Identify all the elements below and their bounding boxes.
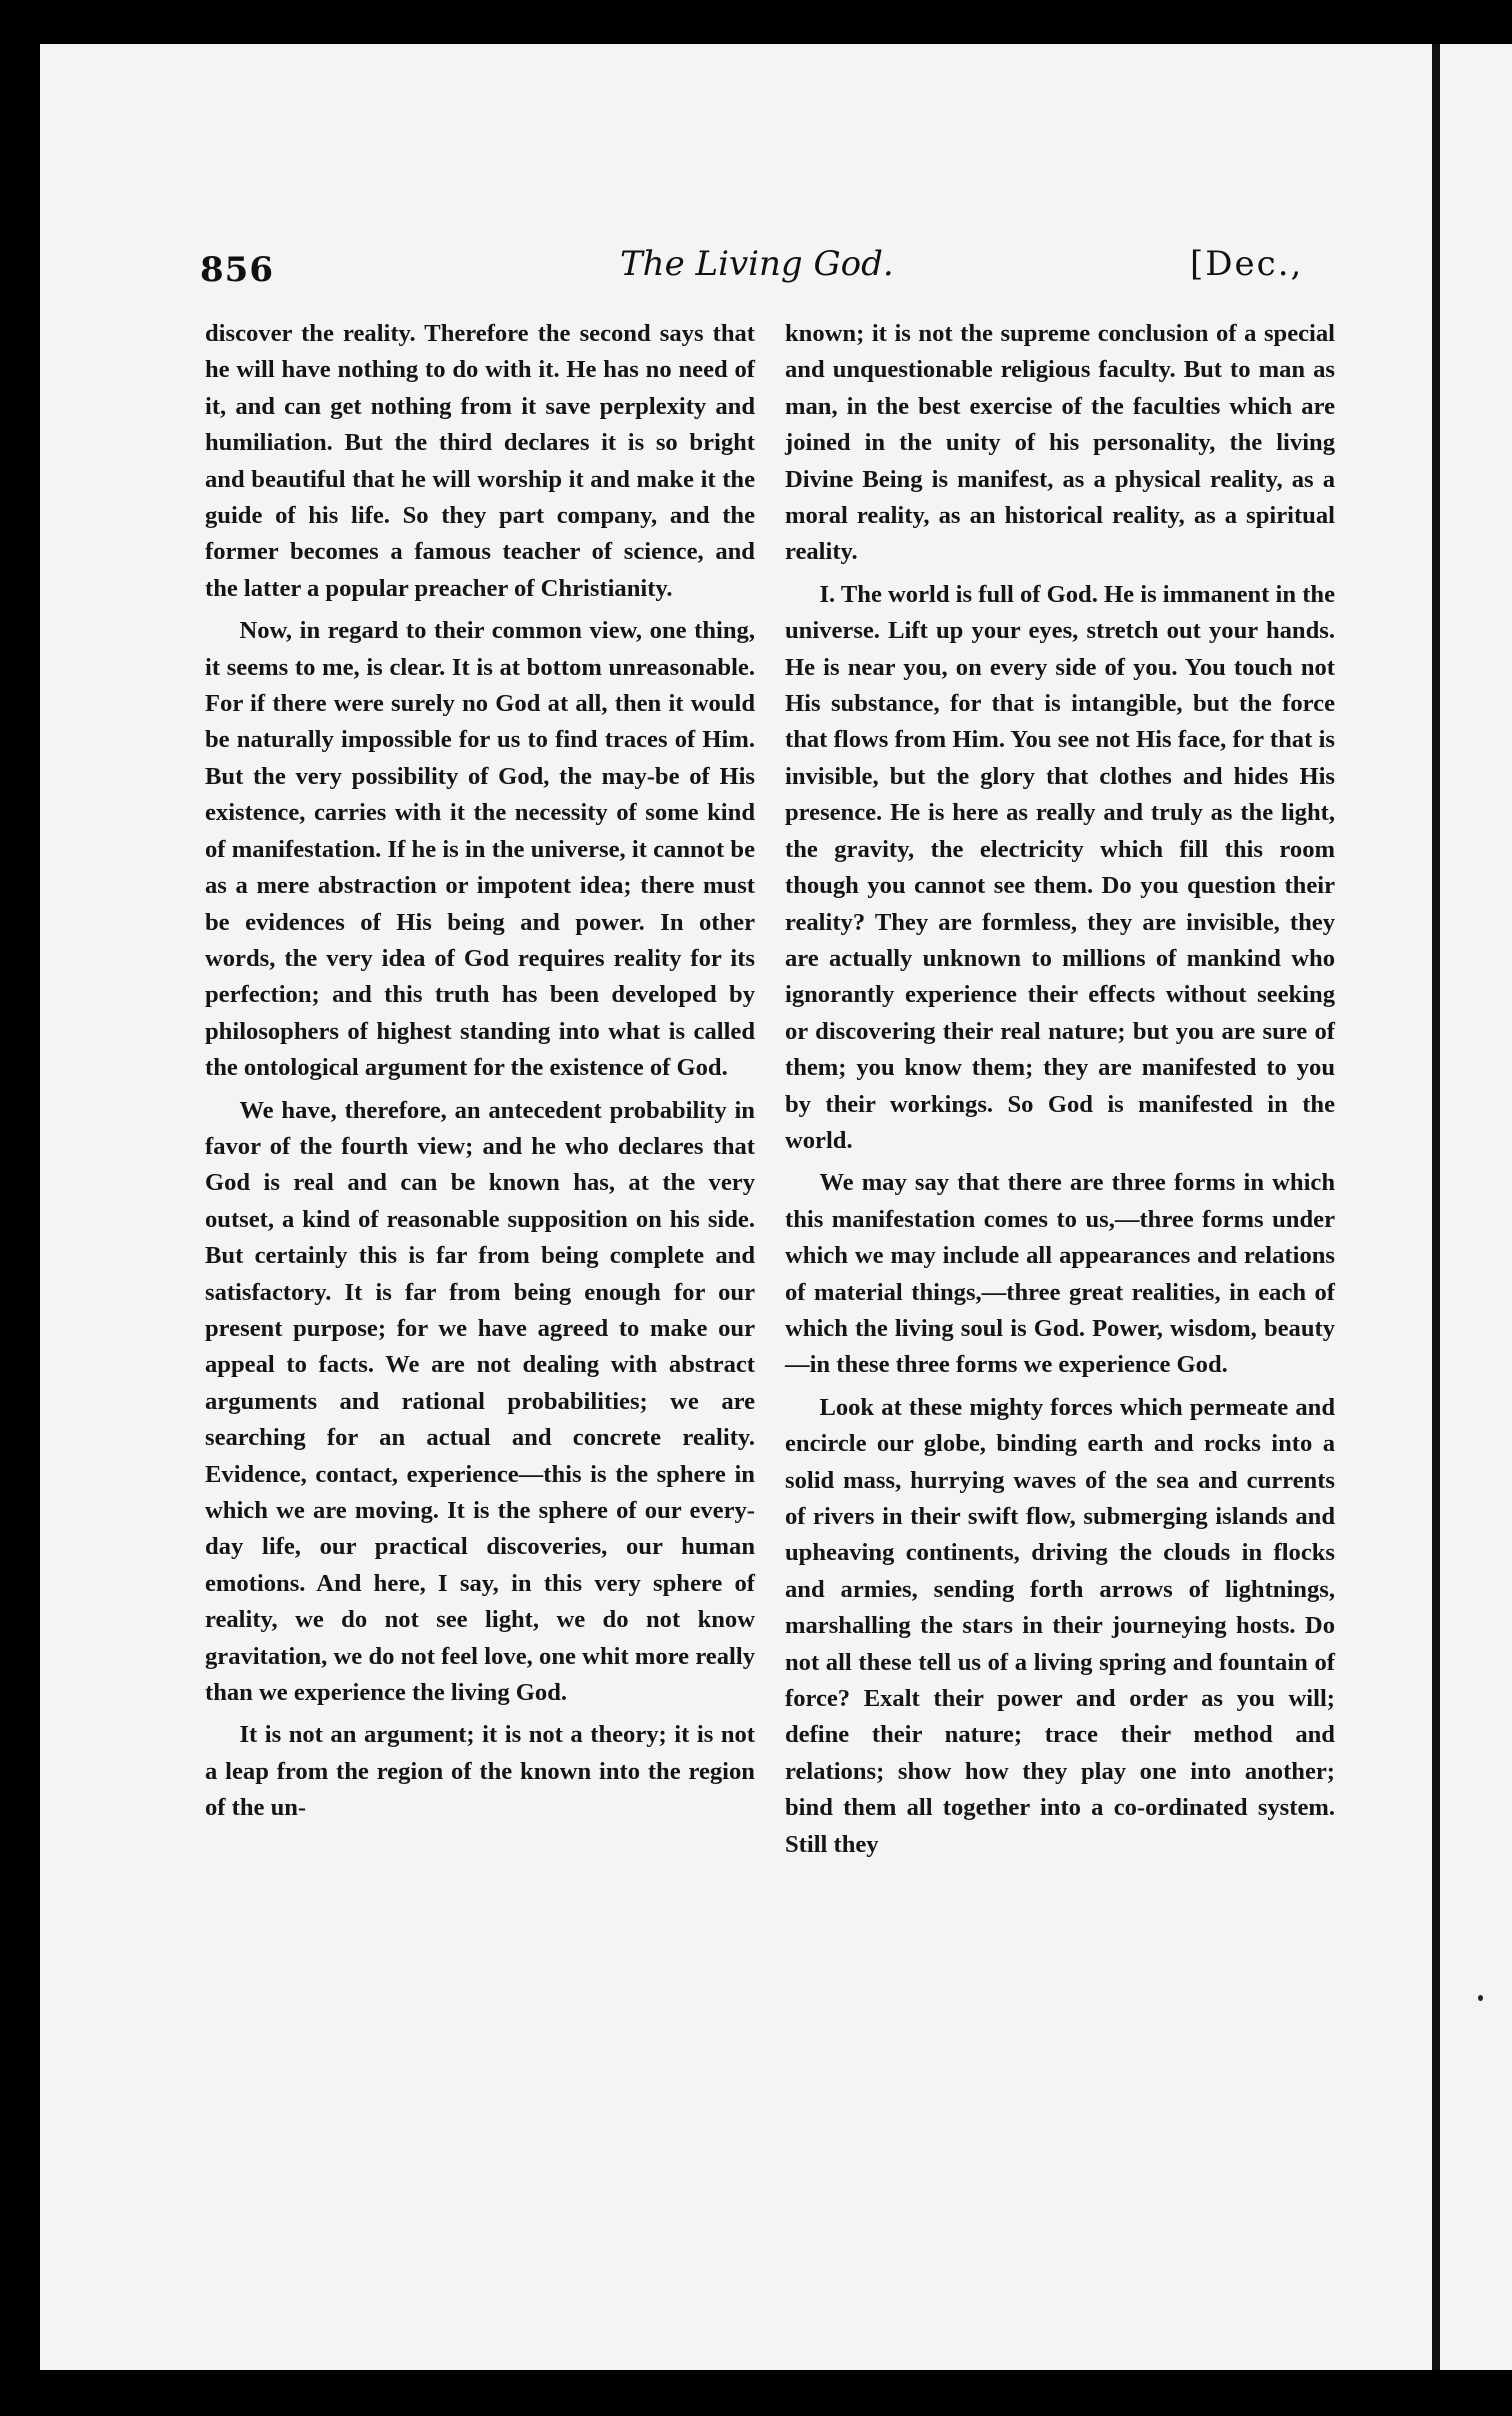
running-date: [Dec., — [1190, 244, 1304, 284]
page-header — [40, 244, 1432, 304]
paragraph: discover the reality. Therefore the second says that he will have nothing to do with it. He has no need of it, and can get nothing from it save perplexity and humiliation. But the third declares it is so bright and beautiful that he will worship it and make it the guide of his life. So they part company, and the former becomes a famous teacher of science, and the latter a popular preacher of Christianity. — [205, 320, 755, 602]
next-page-edge — [1440, 44, 1512, 2370]
paragraph: It is not an argument; it is not a theory; it is not a leap from the region of the known into the region of the un- — [205, 1721, 755, 1822]
page-number: 856 — [200, 250, 274, 290]
left-column — [205, 316, 755, 1833]
paragraph: I. The world is full of God. He is immanent in the universe. Lift up your eyes, stretch out your hands. He is near you, on every side of you. You touch not His substance, for that is intangible, but the force that flows from Him. You see not His face, for that is invisible, but the glory that clothes and hides His presence. He is here as really and truly as the light, the gravity, the electricity which fill this room though you cannot see them. Do you question their reality? They are formless, they are invisible, they are actually unknown to millions of mankind who ignorantly experience their effects without seeking or discovering their real nature; but you are sure of them; you know them; they are manifested to you by their workings. So God is manifested in the world. — [785, 580, 1335, 1154]
gutter-shadow — [1432, 44, 1440, 2370]
paragraph: known; it is not the supreme conclusion of a special and unquestionable religious faculty. But to man as man, in the best exercise of the faculties which are joined in the unity of his personality, the living Divine Being is manifest, as a physical reality, as a moral reality, as an historical reality, as a spiritual reality. — [785, 320, 1335, 566]
ink-speck — [1478, 1995, 1483, 2001]
book-page — [40, 44, 1432, 2370]
paragraph: We may say that there are three forms in which this manifestation comes to us,—three forms under which we may include all appearances and relations of material things,—three great realities, in each of which the living soul is God. Power, wisdom, beauty—in these three forms we experience God. — [785, 1169, 1335, 1379]
paragraph: Now, in regard to their common view, one thing, it seems to me, is clear. It is at bottom unreasonable. For if there were surely no God at all, then it would be naturally impossible for us to find traces of Him. But the very possibility of God, the may-be of His existence, carries with it the necessity of some kind of manifestation. If he is in the universe, it cannot be as a mere abstraction or impotent idea; there must be evidences of His being and power. In other words, the very idea of God requires reality for its perfection; and this truth has been developed by philosophers of highest standing into what is called the ontological argument for the existence of God. — [205, 617, 755, 1082]
right-column — [785, 316, 1335, 1869]
paragraph: We have, therefore, an antecedent probability in favor of the fourth view; and he who declares that God is real and can be known has, at the very outset, a kind of reasonable supposition on his side. But certainly this is far from being complete and satisfactory. It is far from being enough for our present purpose; for we have agreed to make our appeal to facts. We are not dealing with abstract arguments and rational probabilities; we are searching for an actual and concrete reality. Evidence, contact, experience—this is the sphere in which we are moving. It is the sphere of our every-day life, our practical discoveries, our human emotions. And here, I say, in this very sphere of reality, we do not see light, we do not know gravitation, we do not feel love, one whit more really than we experience the living God. — [205, 1096, 755, 1707]
running-title: The Living God. — [620, 244, 894, 284]
paragraph: Look at these mighty forces which permeate and encircle our globe, binding earth and rocks into a solid mass, hurrying waves of the sea and currents of rivers in their swift flow, submerging islands and upheaving continents, driving the clouds in flocks and armies, sending forth arrows of lightnings, marshalling the stars in their journeying hosts. Do not all these tell us of a living spring and fountain of force? Exalt their power and order as you will; define their nature; trace their method and relations; show how they play one into another; bind them all together into a co-ordinated system. Still they — [785, 1393, 1335, 1858]
